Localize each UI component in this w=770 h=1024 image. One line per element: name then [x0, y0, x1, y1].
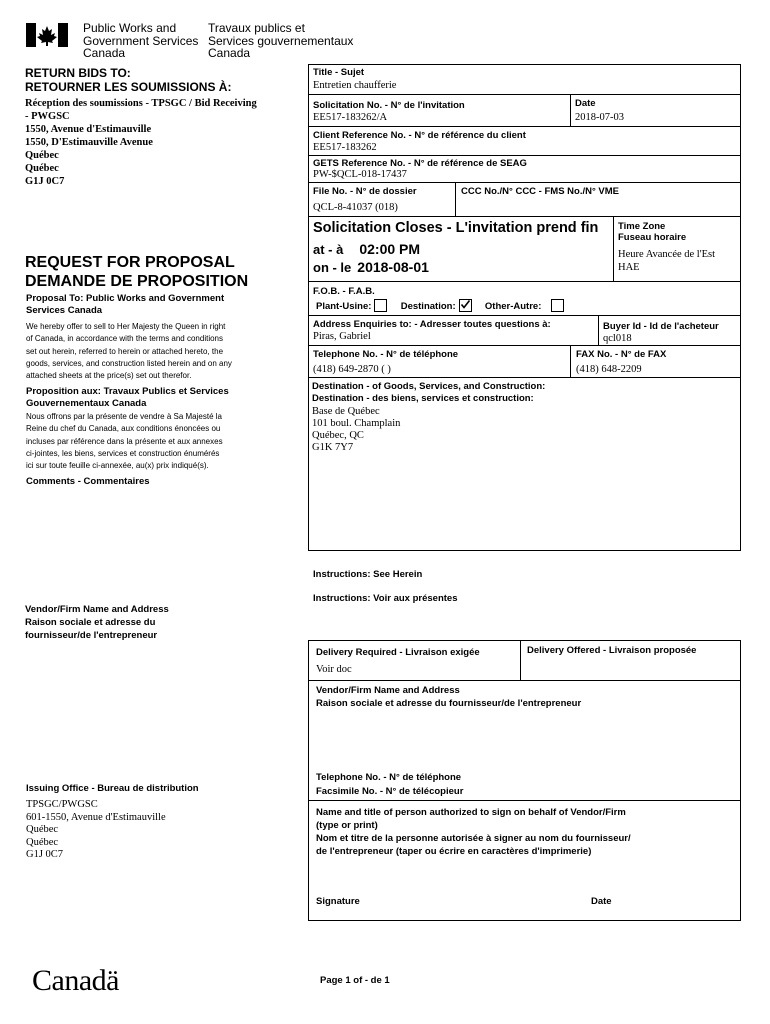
title-value: Entretien chaufferie: [313, 80, 397, 91]
proposal-to-heading: Proposal To: Public Works and Government Services Canada: [26, 293, 225, 316]
file-number-value: QCL-8-41037 (018): [313, 202, 398, 213]
proposition-heading: Proposition aux: Travaux Publics et Services Gouvernementaux Canada: [26, 386, 229, 409]
destination-label: Destination - of Goods, Services, and Construction: Destination - des biens, services et construction:: [312, 381, 546, 404]
date-label: Date: [575, 98, 596, 109]
vendor-telephone-label: Telephone No. - N° de téléphone: [316, 772, 462, 783]
delivery-required-value: Voir doc: [316, 664, 352, 675]
comments-label: Comments - Commentaires: [26, 476, 150, 487]
buyer-id-label: Buyer Id - Id de l'acheteur: [603, 321, 719, 332]
checkmark-icon: [460, 299, 471, 310]
closing-date-row: on - le 2018-08-01: [313, 259, 429, 275]
fob-options: Plant-Usine: Destination: Other-Autre:: [316, 300, 564, 313]
rfp-title: REQUEST FOR PROPOSAL DEMANDE DE PROPOSITION: [25, 254, 249, 290]
fax-label: FAX No. - N° de FAX: [576, 349, 667, 360]
address-enquiries-value: Piras, Gabriel: [313, 331, 371, 342]
other-checkbox[interactable]: [551, 299, 564, 312]
closing-time-row: at - à 02:00 PM: [313, 241, 421, 257]
signature-date-label: Date: [591, 896, 612, 907]
proposition-body: Nous offrons par la présente de vendre à Sa Majesté la Reine du chef du Canada, aux conditions énoncées ou incluses par référence dans la présente et aux annexes ci-jointes, les biens, services et construction énumérés ici sur toute feuille ci-annexée, au(x) prix indiqué(s).: [26, 412, 223, 471]
gets-reference-value: PW-$QCL-018-17437: [313, 169, 407, 180]
instructions-en: Instructions: See Herein: [313, 569, 423, 580]
time-zone-value: Heure Avancée de l'Est HAE: [618, 249, 716, 273]
buyer-id-value: qcl018: [603, 333, 632, 344]
destination-checkbox[interactable]: [459, 299, 472, 312]
vendor-heading-left: Vendor/Firm Name and Address Raison sociale et adresse du fournisseur/de l'entrepreneur: [25, 604, 169, 641]
page-number: Page 1 of - de 1: [320, 975, 390, 986]
fax-value: (418) 648-2209: [576, 364, 642, 375]
title-label: Title - Sujet: [313, 67, 365, 78]
signature-label: Signature: [316, 896, 360, 907]
fob-label: F.O.B. - F.A.B.: [313, 286, 375, 297]
canada-wordmark: Canadä: [32, 964, 119, 997]
delivery-offered-label: Delivery Offered - Livraison proposée: [527, 645, 697, 656]
date-value: 2018-07-03: [575, 112, 624, 123]
authorized-person-label: Name and title of person authorized to sign on behalf of Vendor/Firm (type or print) Nom et titre de la personne autorisée à signer au nom du fournisseur/ de l'entrepreneur (taper ou écrire en caractères d'imprimerie): [316, 807, 631, 857]
ccc-number-label: CCC No./N° CCC - FMS No./N° VME: [461, 186, 620, 197]
file-number-label: File No. - N° de dossier: [313, 186, 417, 197]
return-address: Réception des soumissions - TPSGC / Bid Receiving - PWGSC 1550, Avenue d'Estimauville 1550, D'Estimauville Avenue Québec Québec G1J 0C7: [25, 98, 257, 187]
department-name-en: Public Works and Government Services Canada: [83, 21, 199, 60]
solicitation-closes-label: Solicitation Closes - L'invitation prend fin: [313, 220, 599, 236]
address-enquiries-label: Address Enquiries to: - Adresser toutes questions à:: [313, 319, 551, 330]
destination-address: Base de Québec 101 boul. Champlain Québec, QC G1K 7Y7: [312, 406, 401, 453]
delivery-required-label: Delivery Required - Livraison exigée: [316, 647, 480, 658]
telephone-label: Telephone No. - N° de téléphone: [313, 349, 459, 360]
vendor-firm-label: Vendor/Firm Name and Address Raison sociale et adresse du fournisseur/de l'entrepreneur: [316, 685, 582, 709]
instructions-fr: Instructions: Voir aux présentes: [313, 593, 458, 604]
time-zone-label: Time Zone Fuseau horaire: [618, 221, 687, 243]
issuing-office-heading: Issuing Office - Bureau de distribution: [26, 783, 199, 794]
proposal-to-body: We hereby offer to sell to Her Majesty the Queen in right of Canada, in accordance with the terms and conditions set out herein, referred to herein or attached hereto, the goods, services, and construction listed herein and on any attached sheets at the price(s) set out therefor.: [26, 322, 232, 381]
client-reference-label: Client Reference No. - N° de référence du client: [313, 130, 526, 141]
gets-reference-label: GETS Reference No. - N° de référence de SEAG: [313, 158, 527, 169]
plant-checkbox[interactable]: [374, 299, 387, 312]
solicitation-label: Solicitation No. - N° de l'invitation: [313, 100, 465, 111]
telephone-value: (418) 649-2870 ( ): [313, 364, 391, 375]
department-name-fr: Travaux publics et Services gouvernementaux Canada: [208, 21, 354, 60]
vendor-facsimile-label: Facsimile No. - N° de télécopieur: [316, 786, 464, 797]
solicitation-value: EE517-183262/A: [313, 112, 388, 123]
return-bids-title: RETURN BIDS TO: RETOURNER LES SOUMISSIONS À:: [25, 66, 232, 94]
canada-flag-icon: [26, 23, 68, 47]
client-reference-value: EE517-183262: [313, 142, 377, 153]
issuing-office-address: TPSGC/PWGSC 601-1550, Avenue d'Estimauville Québec Québec G1J 0C7: [26, 799, 166, 860]
